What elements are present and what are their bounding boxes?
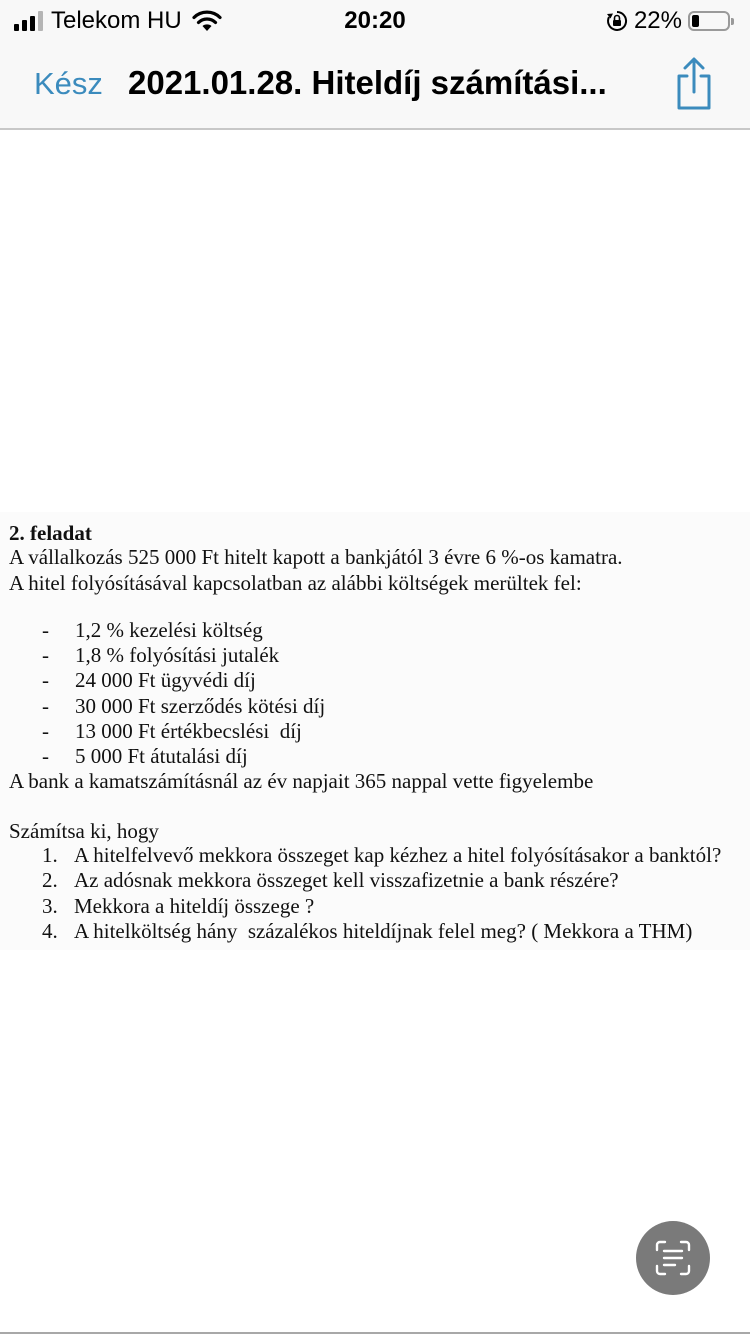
- clock: 20:20: [344, 7, 406, 34]
- question-text: A hitelköltség hány százalékos hiteldíjnak felel meg? ( Mekkora a THM): [74, 918, 693, 943]
- cost-text: 1,2 % kezelési költség: [75, 618, 263, 642]
- cost-text: 24 000 Ft ügyvédi díj: [75, 668, 256, 693]
- navigation-bar: [0, 40, 750, 130]
- question-number: 4.: [42, 918, 58, 943]
- cost-text: 13 000 Ft értékbecslési díj: [75, 718, 302, 743]
- bullet: -: [42, 668, 49, 693]
- live-text-icon: [653, 1238, 693, 1278]
- battery-level: [692, 15, 699, 27]
- intro-line-2: A hitel folyósításával kapcsolatban az alábbi költségek merültek fel:: [9, 571, 582, 595]
- question-number: 3.: [42, 893, 58, 918]
- document-title: 2021.01.28. Hiteldíj számítási...: [128, 64, 607, 101]
- share-icon[interactable]: [672, 56, 716, 112]
- question-text: Mekkora a hiteldíj összege ?: [74, 893, 315, 918]
- orientation-lock-icon: [606, 10, 628, 32]
- document-page: [0, 512, 750, 950]
- task-heading: 2. feladat: [9, 521, 92, 545]
- question-text: A hitelfelvevő mekkora összeget kap kézhez a hitel folyósításakor a banktól?: [74, 843, 722, 867]
- question-number: 1.: [42, 843, 58, 867]
- status-bar: [0, 0, 750, 40]
- question-number: 2.: [42, 868, 58, 893]
- bullet: -: [42, 718, 49, 743]
- bullet: -: [42, 743, 49, 768]
- carrier-name: Telekom HU: [51, 7, 182, 34]
- status-right: [606, 7, 730, 35]
- bullet: -: [42, 618, 49, 642]
- battery-icon: [688, 11, 730, 31]
- intro-line-1: A vállalkozás 525 000 Ft hitelt kapott a bankjától 3 évre 6 %-os kamatra.: [9, 545, 623, 569]
- battery-percent: 22%: [633, 7, 682, 34]
- cost-text: 5 000 Ft átutalási díj: [75, 743, 248, 768]
- question-text: Az adósnak mekkora összeget kell visszafizetnie a bank részére?: [74, 868, 619, 893]
- bullet: -: [42, 693, 49, 718]
- done-button[interactable]: Kész: [34, 66, 103, 101]
- questions-intro: Számítsa ki, hogy: [9, 819, 159, 843]
- live-text-button[interactable]: [636, 1221, 710, 1295]
- cost-text: 30 000 Ft szerződés kötési díj: [75, 693, 326, 718]
- interest-note: A bank a kamatszámításnál az év napjait 365 nappal vette figyelembe: [9, 769, 594, 793]
- cost-text: 1,8 % folyósítási jutalék: [75, 643, 280, 668]
- bullet: -: [42, 643, 49, 668]
